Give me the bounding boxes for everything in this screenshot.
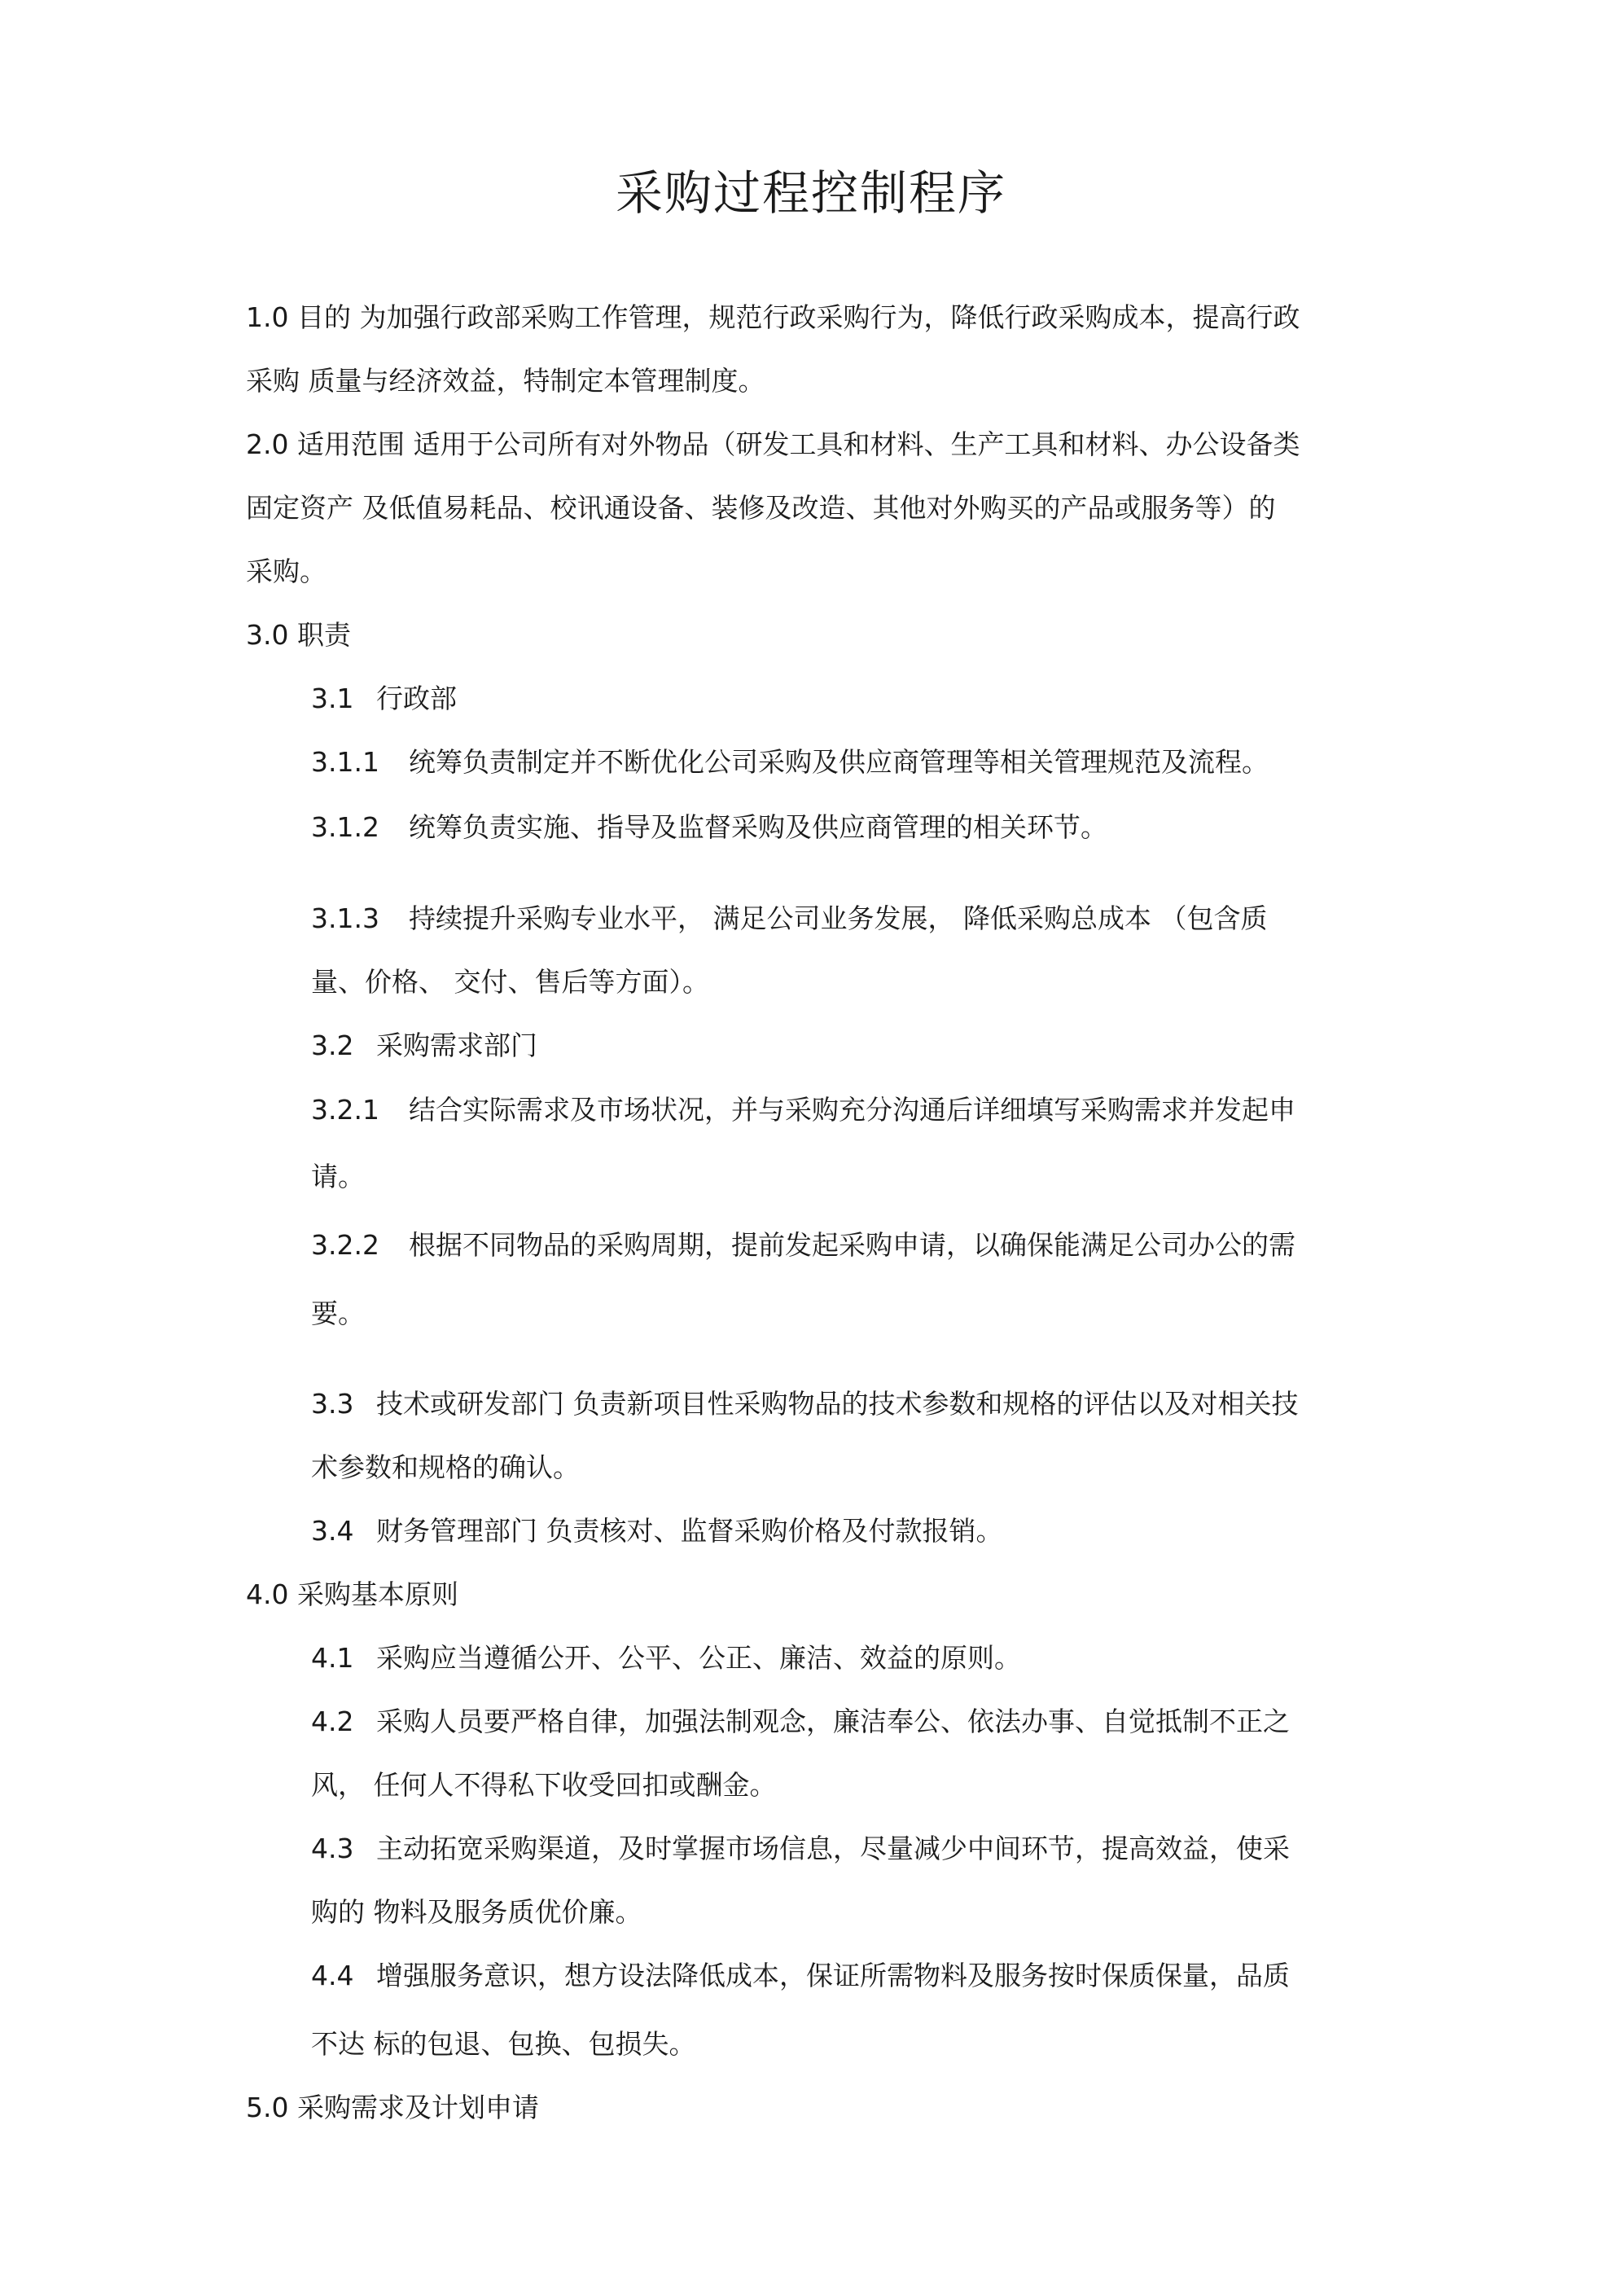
paragraph-line: [311, 902, 1267, 935]
paragraph-line: [311, 1094, 1295, 1126]
section-number: 4.3: [311, 1833, 354, 1864]
line-text: 量、价格、 交付、售后等方面）。: [311, 966, 709, 998]
section-number: 3.1: [311, 683, 354, 714]
line-text: 财务管理部门 负责核对、监督采购价格及付款报销。: [376, 1515, 1003, 1547]
section-number: 4.2: [311, 1706, 354, 1737]
line-text: 统筹负责实施、指导及监督采购及供应商管理的相关环节。: [409, 811, 1107, 843]
paragraph-line: [311, 1161, 365, 1193]
paragraph-line: [311, 1769, 777, 1802]
section-number: 4.1: [311, 1642, 354, 1674]
line-text: 结合实际需求及市场状况，并与采购充分沟通后详细填写采购需求并发起申: [409, 1094, 1295, 1126]
line-text: 采购。: [246, 555, 327, 587]
line-text: 采购需求部门: [376, 1029, 537, 1061]
line-text: 风， 任何人不得私下收受回扣或酬金。: [311, 1769, 777, 1801]
paragraph-line: [311, 746, 1269, 779]
section-number: 1.0: [246, 301, 289, 333]
paragraph-line: [311, 1297, 365, 1330]
section-number: 2.0: [246, 428, 289, 460]
paragraph-line: [311, 1388, 1299, 1420]
line-text: 持续提升采购专业水平， 满足公司业务发展， 降低采购总成本 （包含质: [409, 902, 1268, 934]
paragraph-line: [246, 555, 327, 588]
line-text: 不达 标的包退、包换、包损失。: [311, 2028, 696, 2060]
section-number: 4.4: [311, 1960, 354, 1991]
line-text: 职责: [296, 619, 351, 651]
line-text: 行政部: [376, 683, 457, 714]
line-text: 技术或研发部门 负责新项目性采购物品的技术参数和规格的评估以及对相关技: [376, 1388, 1299, 1420]
paragraph-line: [311, 1515, 1003, 1547]
line-text: 要。: [311, 1297, 365, 1329]
paragraph-line: [311, 1960, 1290, 1992]
subsection-heading: [311, 683, 457, 715]
line-text: 采购应当遵循公开、公平、公正、廉洁、效益的原则。: [376, 1642, 1021, 1674]
paragraph-line: [311, 1451, 580, 1484]
section-number: 3.1.2: [311, 811, 379, 843]
paragraph-line: [246, 428, 1300, 461]
paragraph-line: [311, 1706, 1290, 1738]
section-heading: [246, 2092, 539, 2124]
line-text: 适用范围 适用于公司所有对外物品（研发工具和材料、生产工具和材料、办公设备类: [296, 428, 1300, 460]
paragraph-line: [311, 1833, 1290, 1865]
line-text: 采购 质量与经济效益，特制定本管理制度。: [246, 365, 765, 397]
paragraph-line: [246, 301, 1300, 334]
line-text: 目的 为加强行政部采购工作管理，规范行政采购行为，降低行政采购成本，提高行政: [296, 301, 1300, 333]
line-text: 采购需求及计划申请: [296, 2092, 539, 2123]
line-text: 术参数和规格的确认。: [311, 1451, 580, 1483]
section-number: 3.4: [311, 1515, 354, 1547]
paragraph-line: [246, 492, 1276, 525]
section-number: 3.2: [311, 1029, 354, 1061]
paragraph-line: [311, 811, 1107, 844]
section-number: 3.3: [311, 1388, 354, 1420]
section-number: 3.2.2: [311, 1229, 379, 1261]
document-title: 采购过程控制程序: [615, 165, 1006, 221]
subsection-heading: [311, 1029, 537, 1062]
section-number: 3.2.1: [311, 1094, 379, 1126]
paragraph-line: [311, 966, 709, 999]
line-text: 增强服务意识，想方设法降低成本，保证所需物料及服务按时保质保量，品质: [376, 1960, 1290, 1991]
line-text: 根据不同物品的采购周期，提前发起采购申请，以确保能满足公司办公的需: [409, 1229, 1295, 1261]
line-text: 统筹负责制定并不断优化公司采购及供应商管理等相关管理规范及流程。: [409, 746, 1269, 778]
line-text: 采购人员要严格自律，加强法制观念，廉洁奉公、依法办事、自觉抵制不正之: [376, 1706, 1290, 1737]
section-heading: [246, 1578, 458, 1611]
section-heading: [246, 619, 351, 652]
section-number: 3.1.1: [311, 746, 379, 778]
line-text: 固定资产 及低值易耗品、校讯通设备、装修及改造、其他对外购买的产品或服务等）的: [246, 492, 1276, 524]
line-text: 采购基本原则: [296, 1578, 458, 1610]
section-number: 3.1.3: [311, 902, 379, 934]
section-number: 3.0: [246, 619, 289, 651]
line-text: 主动拓宽采购渠道，及时掌握市场信息，尽量减少中间环节，提高效益，使采: [376, 1833, 1290, 1864]
section-number: 4.0: [246, 1578, 289, 1610]
paragraph-line: [311, 1896, 642, 1929]
line-text: 请。: [311, 1161, 365, 1192]
section-number: 5.0: [246, 2092, 289, 2123]
paragraph-line: [311, 1642, 1021, 1675]
paragraph-line: [311, 1229, 1295, 1262]
line-text: 购的 物料及服务质优价廉。: [311, 1896, 642, 1928]
paragraph-line: [311, 2028, 696, 2061]
paragraph-line: [246, 365, 765, 397]
